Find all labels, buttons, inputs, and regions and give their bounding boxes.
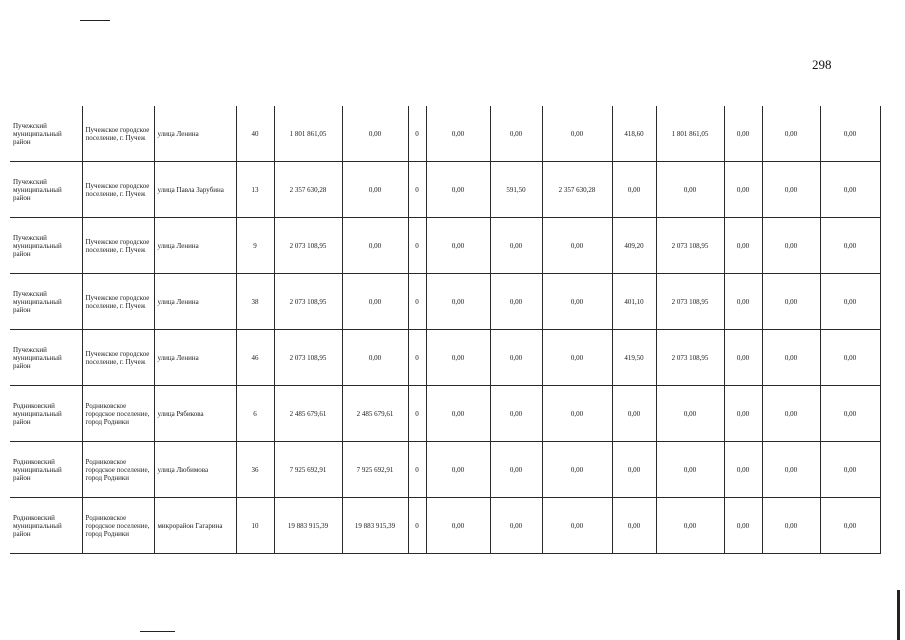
cell-value-3: 0,00 [426, 498, 490, 554]
data-table [10, 106, 881, 554]
cell-value-1: 0,00 [342, 330, 408, 386]
scan-mark-top [80, 20, 110, 21]
cell-value-3: 0,00 [426, 162, 490, 218]
cell-value-4: 0,00 [490, 442, 542, 498]
table-row [10, 106, 880, 162]
cell-value-3: 0,00 [426, 274, 490, 330]
cell-value-4: 0,00 [490, 330, 542, 386]
cell-house-number: 13 [236, 162, 274, 218]
cell-street: улица Ленина [154, 330, 236, 386]
cell-value-7: 2 073 108,95 [656, 218, 724, 274]
table-row [10, 330, 880, 386]
cell-value-2: 0 [408, 498, 426, 554]
page-number: 298 [812, 57, 832, 72]
table-row [10, 498, 880, 554]
cell-value-7: 2 073 108,95 [656, 330, 724, 386]
cell-value-9: 0,00 [762, 218, 820, 274]
cell-value-2: 0 [408, 218, 426, 274]
cell-value-6: 0,00 [612, 162, 656, 218]
cell-value-3: 0,00 [426, 442, 490, 498]
cell-value-3: 0,00 [426, 386, 490, 442]
cell-value-2: 0 [408, 442, 426, 498]
cell-value-6: 0,00 [612, 498, 656, 554]
cell-house-number: 9 [236, 218, 274, 274]
cell-value-9: 0,00 [762, 330, 820, 386]
cell-value-1: 0,00 [342, 106, 408, 162]
cell-street: микрорайон Гагарина [154, 498, 236, 554]
cell-value-3: 0,00 [426, 218, 490, 274]
cell-settlement: Пучежское городское поселение, г. Пучеж [82, 218, 154, 274]
cell-value-9: 0,00 [762, 442, 820, 498]
cell-value-8: 0,00 [724, 106, 762, 162]
table-row [10, 442, 880, 498]
cell-value-4: 0,00 [490, 498, 542, 554]
cell-value-6: 418,60 [612, 106, 656, 162]
cell-value-1: 2 485 679,61 [342, 386, 408, 442]
cell-value-5: 0,00 [542, 274, 612, 330]
cell-district: Пучежский муниципальный район [10, 218, 82, 274]
scan-mark-bottom [140, 631, 175, 632]
cell-value-7: 0,00 [656, 442, 724, 498]
cell-value-10: 0,00 [820, 498, 880, 554]
cell-value-10: 0,00 [820, 386, 880, 442]
cell-district: Пучежский муниципальный район [10, 162, 82, 218]
cell-value-7: 0,00 [656, 162, 724, 218]
cell-value-4: 0,00 [490, 106, 542, 162]
cell-total-cost: 2 073 108,95 [274, 274, 342, 330]
cell-settlement: Пучежское городское поселение, г. Пучеж [82, 330, 154, 386]
cell-street: улица Любимова [154, 442, 236, 498]
cell-settlement: Родниковское городское поселение, город Родники [82, 442, 154, 498]
cell-total-cost: 2 357 630,28 [274, 162, 342, 218]
cell-district: Родниковский муниципальный район [10, 386, 82, 442]
cell-value-5: 0,00 [542, 330, 612, 386]
cell-value-8: 0,00 [724, 162, 762, 218]
cell-value-4: 0,00 [490, 274, 542, 330]
cell-value-9: 0,00 [762, 274, 820, 330]
cell-house-number: 36 [236, 442, 274, 498]
cell-value-8: 0,00 [724, 218, 762, 274]
cell-value-8: 0,00 [724, 498, 762, 554]
cell-value-8: 0,00 [724, 386, 762, 442]
cell-street: улица Ленина [154, 218, 236, 274]
cell-value-4: 0,00 [490, 218, 542, 274]
table-row [10, 162, 880, 218]
cell-value-1: 19 883 915,39 [342, 498, 408, 554]
cell-value-3: 0,00 [426, 106, 490, 162]
cell-value-7: 0,00 [656, 386, 724, 442]
cell-value-8: 0,00 [724, 330, 762, 386]
cell-district: Пучежский муниципальный район [10, 330, 82, 386]
cell-value-5: 0,00 [542, 386, 612, 442]
cell-value-5: 0,00 [542, 442, 612, 498]
cell-district: Пучежский муниципальный район [10, 274, 82, 330]
cell-value-8: 0,00 [724, 442, 762, 498]
cell-value-5: 2 357 630,28 [542, 162, 612, 218]
cell-total-cost: 2 073 108,95 [274, 218, 342, 274]
cell-value-5: 0,00 [542, 498, 612, 554]
cell-value-7: 1 801 861,05 [656, 106, 724, 162]
cell-total-cost: 2 073 108,95 [274, 330, 342, 386]
cell-settlement: Пучежское городское поселение, г. Пучеж [82, 106, 154, 162]
cell-house-number: 38 [236, 274, 274, 330]
cell-total-cost: 7 925 692,91 [274, 442, 342, 498]
cell-value-1: 0,00 [342, 218, 408, 274]
cell-value-9: 0,00 [762, 106, 820, 162]
table-row [10, 386, 880, 442]
cell-house-number: 40 [236, 106, 274, 162]
cell-total-cost: 19 883 915,39 [274, 498, 342, 554]
cell-settlement: Пучежское городское поселение, г. Пучеж [82, 274, 154, 330]
cell-value-5: 0,00 [542, 106, 612, 162]
cell-settlement: Родниковское городское поселение, город Родники [82, 498, 154, 554]
cell-value-10: 0,00 [820, 218, 880, 274]
cell-value-7: 2 073 108,95 [656, 274, 724, 330]
cell-value-2: 0 [408, 386, 426, 442]
cell-street: улица Ленина [154, 106, 236, 162]
cell-total-cost: 2 485 679,61 [274, 386, 342, 442]
cell-value-2: 0 [408, 162, 426, 218]
cell-value-8: 0,00 [724, 274, 762, 330]
cell-total-cost: 1 801 861,05 [274, 106, 342, 162]
cell-value-10: 0,00 [820, 442, 880, 498]
cell-district: Родниковский муниципальный район [10, 498, 82, 554]
cell-value-2: 0 [408, 274, 426, 330]
cell-street: улица Ленина [154, 274, 236, 330]
cell-value-2: 0 [408, 106, 426, 162]
cell-value-3: 0,00 [426, 330, 490, 386]
cell-value-2: 0 [408, 330, 426, 386]
cell-street: улица Павла Зарубина [154, 162, 236, 218]
cell-value-6: 401,10 [612, 274, 656, 330]
cell-value-1: 7 925 692,91 [342, 442, 408, 498]
cell-district: Родниковский муниципальный район [10, 442, 82, 498]
table-row [10, 218, 880, 274]
cell-settlement: Пучежское городское поселение, г. Пучеж [82, 162, 154, 218]
cell-value-9: 0,00 [762, 386, 820, 442]
cell-value-1: 0,00 [342, 274, 408, 330]
cell-settlement: Родниковское городское поселение, город Родники [82, 386, 154, 442]
cell-house-number: 46 [236, 330, 274, 386]
cell-value-4: 0,00 [490, 386, 542, 442]
cell-value-6: 419,50 [612, 330, 656, 386]
table-row [10, 274, 880, 330]
cell-district: Пучежский муниципальный район [10, 106, 82, 162]
cell-value-10: 0,00 [820, 162, 880, 218]
cell-value-10: 0,00 [820, 106, 880, 162]
cell-value-10: 0,00 [820, 274, 880, 330]
cell-house-number: 10 [236, 498, 274, 554]
cell-value-6: 0,00 [612, 442, 656, 498]
cell-value-4: 591,50 [490, 162, 542, 218]
cell-value-1: 0,00 [342, 162, 408, 218]
cell-house-number: 6 [236, 386, 274, 442]
cell-street: улица Рябикова [154, 386, 236, 442]
cell-value-9: 0,00 [762, 498, 820, 554]
cell-value-10: 0,00 [820, 330, 880, 386]
scan-edge-mark [897, 590, 900, 640]
cell-value-9: 0,00 [762, 162, 820, 218]
cell-value-6: 409,20 [612, 218, 656, 274]
cell-value-6: 0,00 [612, 386, 656, 442]
cell-value-7: 0,00 [656, 498, 724, 554]
cell-value-5: 0,00 [542, 218, 612, 274]
